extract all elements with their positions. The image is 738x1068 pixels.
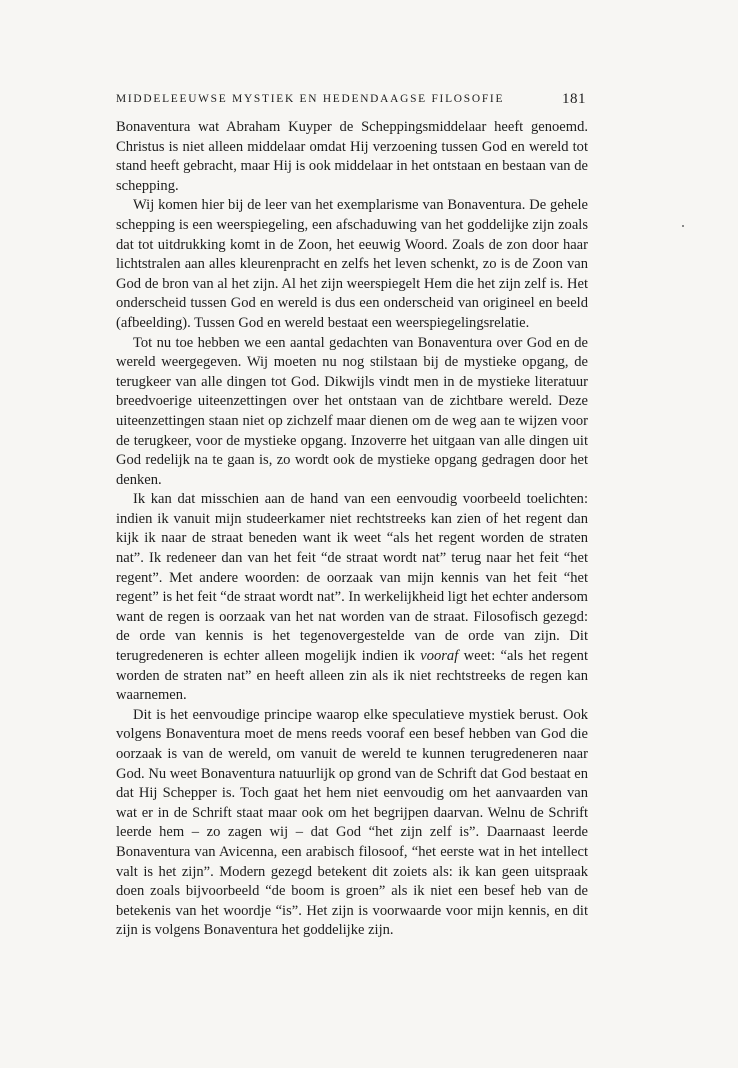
italic-word: vooraf	[420, 648, 459, 665]
paragraph-4	[116, 490, 588, 706]
running-head	[116, 88, 586, 110]
paragraph-4-text-after: weet: “als het regent worden de straten nat” en heeft alleen zin als ik niet rechtstreeks de regen kan waarnemen.	[116, 648, 588, 704]
paragraph-4-text: Ik kan dat misschien aan de hand van een eenvoudig voorbeeld toelichten: indien ik vanuit mijn studeerkamer niet rechtstreeks kan zien of het regent dan kijk ik naar de straat beneden want ik weet “als het regent worden de straten nat”. Ik redeneer dan van het feit “de straat wordt nat” terug naar het feit “het regent”. Met andere woorden: de oorzaak van mijn kennis van het feit “het regent” is het feit “de straat wordt nat”. In werkelijkheid ligt het echter andersom want de regen is oorzaak van het nat worden van de straat. Filosofisch gezegd: de orde van kennis is het tegenovergestelde van de orde van zijn. Dit terugredeneren is echter alleen mogelijk indien ik	[116, 491, 588, 665]
paragraph-1: Bonaventura wat Abraham Kuyper de Scheppingsmiddelaar heeft genoemd. Christus is niet alleen middelaar omdat Hij verzoening tussen God en wereld tot stand heeft gebracht, maar Hij is ook middelaar in het ontstaan en bestaan van de schepping.	[116, 119, 588, 194]
paragraph-5: Dit is het eenvoudige principe waarop elke speculatieve mystiek berust. Ook volgens Bonaventura moet de mens reeds vooraf een besef hebben van God die oorzaak is van de wereld, om vanuit de wereld te kunnen terugredeneren naar God. Nu weet Bonaventura natuurlijk op grond van de Schrift dat God bestaat en dat Hij Schepper is. Toch gaat het hem niet eenvoudig om het aanvaarden van wat er in de Schrift staat maar ook om het begrijpen daarvan. Welnu de Schrift leerde hem – zo zagen wij – dat God “het zijn zelf is”. Daarnaast leerde Bonaventura van Avicenna, een arabisch filosoof, “het eerste wat in het intellect valt is het zijn”. Modern gezegd betekent dit zoiets als: ik kan geen uitspraak doen zoals bijvoorbeeld “de boom is groen” als ik niet een besef heb van de betekenis van het woordje “is”. Het zijn is voorwaarde voor mijn kennis, en dit zijn is volgens Bonaventura het goddelijke zijn.	[116, 706, 588, 939]
page-number: 181	[562, 91, 586, 107]
paragraph-3: Tot nu toe hebben we een aantal gedachten van Bonaventura over God en de wereld weergegeven. Wij moeten nu nog stilstaan bij de mystieke opgang, de terugkeer van alle dingen tot God. Dikwijls vindt men in de mystieke literatuur breedvoerige uiteenzettingen over het ontstaan van de zichtbare wereld. Deze uiteenzettingen staan niet op zichzelf maar dienen om de weg aan te wijzen voor de terugkeer, voor de mystieke opgang. Inzoverre het uitgaan van alle dingen uit God redelijk na te gaan is, zo wordt ook de mystieke opgang gedragen door het denken.	[116, 334, 588, 488]
running-title: MIDDELEEUWSE MYSTIEK EN HEDENDAAGSE FILOSOFIE	[116, 93, 505, 105]
paragraph-2: Wij komen hier bij de leer van het exemplarisme van Bonaventura. De gehele schepping is een weerspiegeling, een afschaduwing van het goddelijke zijn zoals dat tot uitdrukking komt in de Zoon, het eeuwig Woord. Zoals de zon door haar lichtstralen aan alles kleurenpracht en zelfs het leven schenkt, zo is de Zoon van God de bron van al het zijn. Al het zijn weerspiegelt Hem die het zijn zelf is. Het onderscheid tussen God en wereld is dus een onderscheid van origineel en beeld (afbeelding). Tussen God en wereld bestaat een weerspiegelingsrelatie.	[116, 197, 588, 331]
body-text	[116, 118, 588, 941]
margin-speck	[682, 225, 684, 227]
